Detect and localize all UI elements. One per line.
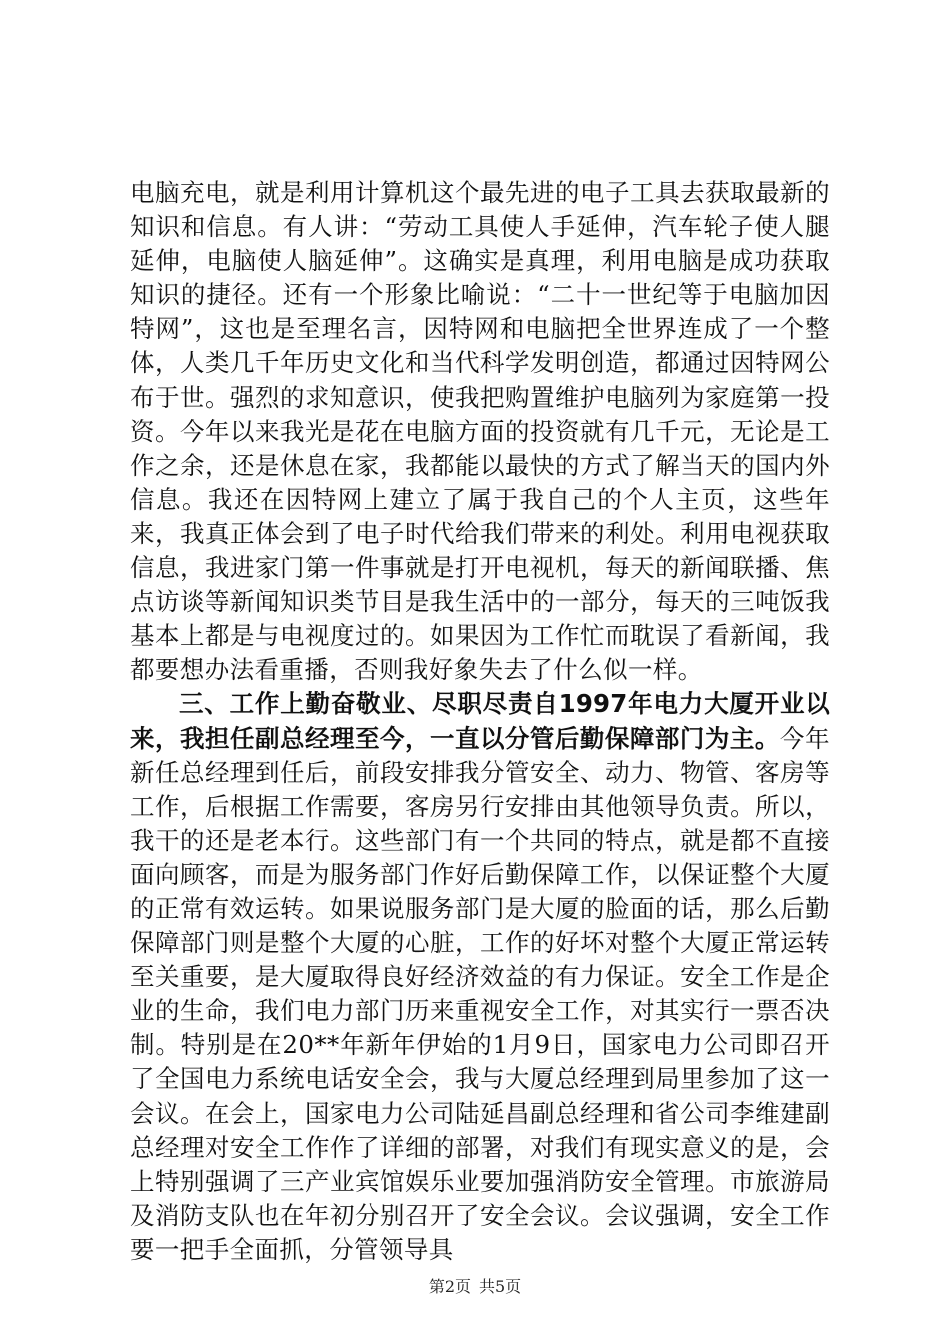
- section-heading-three: 三、工作上勤奋敬业、尽职尽责自1997年电力大厦开业以来，我担任副总经理至今，一直以分管后勤保障部门为主。: [130, 689, 830, 753]
- paragraph-work-diligence: [130, 687, 830, 1267]
- page-footer: [0, 1277, 950, 1297]
- paragraph-work-diligence-text: 今年新任总经理到任后，前段安排我分管安全、动力、物管、客房等工作，后根据工作需要，客房另行安排由其他领导负责。所以，我干的还是老本行。这些部门有一个共同的特点，就是都不直接面向顾客，而是为服务部门作好后勤保障工作，以保证整个大厦的正常有效运转。如果说服务部门是大厦的脸面的话，那么后勤保障部门则是整个大厦的心脏，工作的好坏对整个大厦正常运转至关重要，是大厦取得良好经济效益的有力保证。安全工作是企业的生命，我们电力部门历来重视安全工作，对其实行一票否决制。特别是在20**年新年伊始的1月9日，国家电力公司即召开了全国电力系统电话安全会，我与大厦总经理到局里参加了这一会议。在会上，国家电力公司陆延昌副总经理和省公司李维建副总经理对安全工作作了详细的部署，对我们有现实意义的是，会上特别强调了三产业宾馆娱乐业要加强消防安全管理。市旅游局及消防支队也在年初分别召开了安全会议。会议强调，安全工作要一把手全面抓，分管领导具: [130, 723, 830, 1264]
- document-body: [130, 176, 830, 1267]
- paragraph-computer-learning: 电脑充电，就是利用计算机这个最先进的电子工具去获取最新的知识和信息。有人讲：“劳动工具使人手延伸，汽车轮子使人腿延伸，电脑使人脑延伸”。这确实是真理，利用电脑是成功获取知识的捷径。还有一个形象比喻说：“二十一世纪等于电脑加因特网”，这也是至理名言，因特网和电脑把全世界连成了一个整体，人类几千年历史文化和当代科学发明创造，都通过因特网公布于世。强烈的求知意识，使我把购置维护电脑列为家庭第一投资。今年以来我光是花在电脑方面的投资就有几千元，无论是工作之余，还是休息在家，我都能以最快的方式了解当天的国内外信息。我还在因特网上建立了属于我自己的个人主页，这些年来，我真正体会到了电子时代给我们带来的利处。利用电视获取信息，我进家门第一件事就是打开电视机，每天的新闻联播、焦点访谈等新闻知识类节目是我生活中的一部分，每天的三吨饭我基本上都是与电视度过的。如果因为工作忙而耽误了看新闻，我都要想办法看重播，否则我好象失去了什么似一样。: [130, 178, 830, 685]
- page-number-total: 共5页: [479, 1277, 522, 1296]
- page-number-current: 第2页: [428, 1277, 471, 1296]
